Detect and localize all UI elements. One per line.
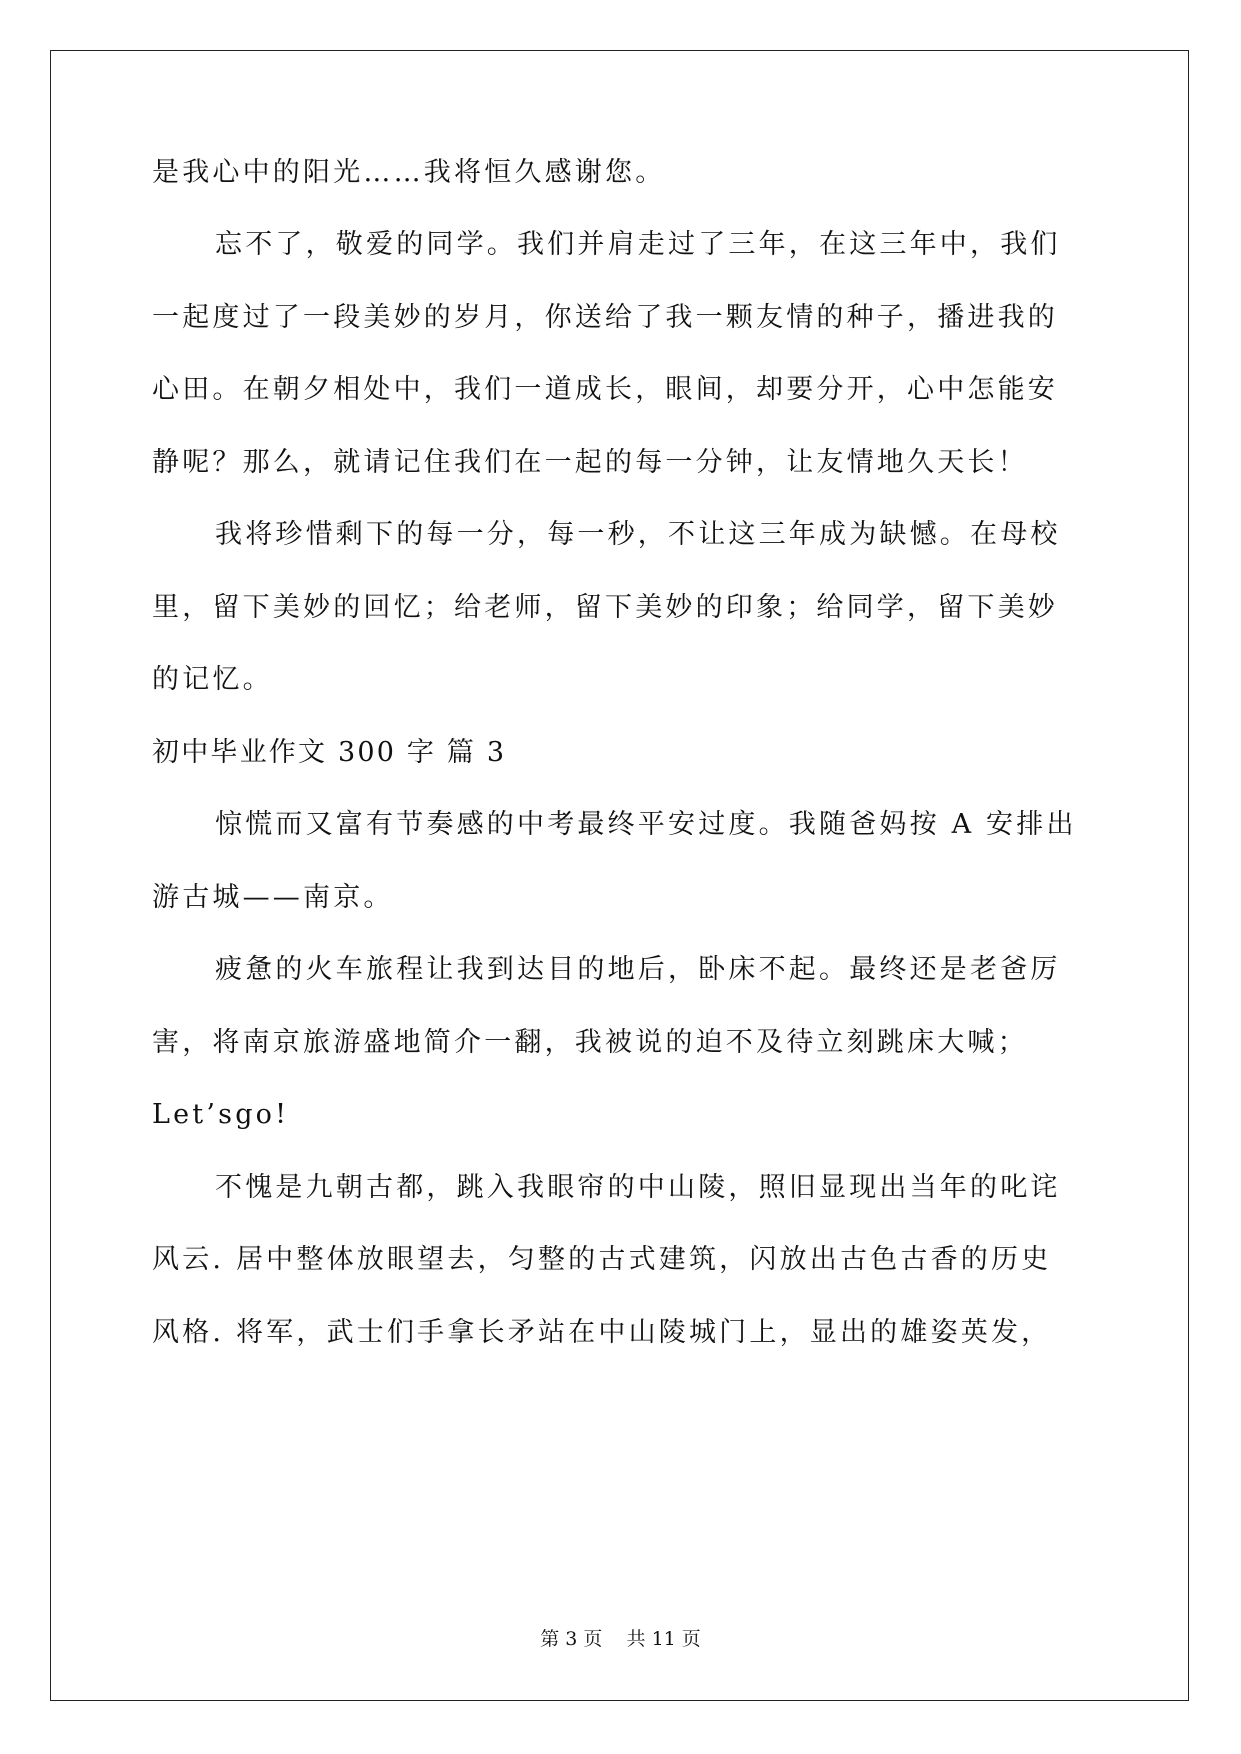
text-line: 静呢？那么，就请记住我们在一起的每一分钟，让友情地久天长！ (152, 447, 1028, 478)
paragraph-first-line: 不愧是九朝古都，跳入我眼帘的中山陵，照旧显现出当年的叱诧 (215, 1172, 1061, 1203)
paragraph-first-line: 惊慌而又富有节奏感的中考最终平安过度。我随爸妈按 A 安排出 (215, 809, 1077, 840)
text-line: 游古城——南京。 (152, 882, 394, 913)
paragraph-first-line: 我将珍惜剩下的每一分，每一秒，不让这三年成为缺憾。在母校 (215, 519, 1061, 550)
text-line: 风云. 居中整体放眼望去，匀整的古式建筑，闪放出古色古香的历史 (152, 1244, 1052, 1275)
text-line: 心田。在朝夕相处中，我们一道成长，眼间，却要分开，心中怎能安 (152, 374, 1058, 405)
text-line: 的记忆。 (152, 664, 273, 695)
paragraph-first-line: 疲惫的火车旅程让我到达目的地后，卧床不起。最终还是老爸厉 (215, 954, 1061, 985)
text-line: 害，将南京旅游盛地简介一翻，我被说的迫不及待立刻跳床大喊； (152, 1027, 1028, 1058)
text-line: 风格. 将军，武士们手拿长矛站在中山陵城门上，显出的雄姿英发， (152, 1317, 1052, 1348)
text-line: 一起度过了一段美妙的岁月，你送给了我一颗友情的种子，播进我的 (152, 302, 1058, 333)
text-line: 里，留下美妙的回忆；给老师，留下美妙的印象；给同学，留下美妙 (152, 592, 1058, 623)
section-heading: 初中毕业作文 300 字 篇 3 (152, 737, 507, 768)
text-line: 是我心中的阳光……我将恒久感谢您。 (152, 157, 666, 188)
page-number-footer: 第 3 页 共 11 页 (540, 1628, 701, 1650)
text-line: Let’sgo! (152, 1099, 290, 1130)
paragraph-first-line: 忘不了，敬爱的同学。我们并肩走过了三年，在这三年中，我们 (215, 229, 1061, 260)
